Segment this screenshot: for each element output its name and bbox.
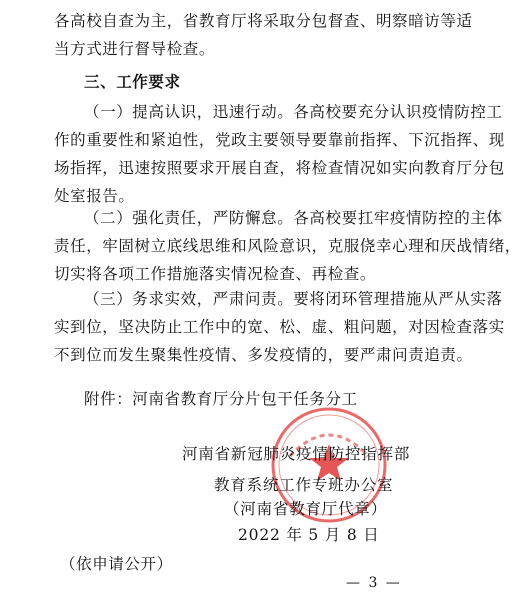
paragraph-line: 切实将各项工作措施落实情况检查、再检查。 xyxy=(54,265,377,283)
section-heading: 三、工作要求 xyxy=(84,73,181,91)
paragraph-line: 责任，牢固树立底线思维和风险意识，克服侥幸心理和厌战情绪， xyxy=(54,237,521,255)
paragraph-line: 不到位而发生聚集性疫情、多发疫情的，要严肃问责追责。 xyxy=(54,346,473,364)
page-number: — 3 — xyxy=(346,575,402,591)
paragraph-line: 作的重要性和紧迫性，党政主要领导要靠前指挥、下沉指挥、现 xyxy=(54,131,505,149)
paragraph-line: 处室报告。 xyxy=(54,187,135,205)
issue-date: 2022 年 5 月 8 日 xyxy=(238,526,380,544)
issuer-name: 河南省新冠肺炎疫情防控指挥部 xyxy=(182,445,411,463)
paragraph-line: （一）提高认识，迅速行动。各高校要充分认识疫情防控工 xyxy=(84,103,503,121)
paragraph-line: 当方式进行督导检查。 xyxy=(54,40,216,58)
attachment-note: 附件：河南省教育厅分片包干任务分工 xyxy=(84,390,358,408)
issuer-office: 教育系统工作专班办公室 xyxy=(214,476,394,494)
disclosure-note: （依申请公开） xyxy=(60,555,173,573)
paragraph-line: （三）务求实效，严肃问责。要将闭环管理措施从严从实落 xyxy=(84,290,503,308)
paragraph-line: 各高校自查为主，省教育厅将采取分包督查、明察暗访等适 xyxy=(54,12,473,30)
issuer-seal-note: （河南省教育厅代章） xyxy=(224,500,388,518)
paragraph-line: （二）强化责任，严防懈怠。各高校要扛牢疫情防控的主体 xyxy=(84,209,503,227)
paragraph-line: 场指挥，迅速按照要求开展自查，将检查情况如实向教育厅分包 xyxy=(54,159,505,177)
paragraph-line: 实到位，坚决防止工作中的宽、松、虚、粗问题，对因检查落实 xyxy=(54,318,505,336)
